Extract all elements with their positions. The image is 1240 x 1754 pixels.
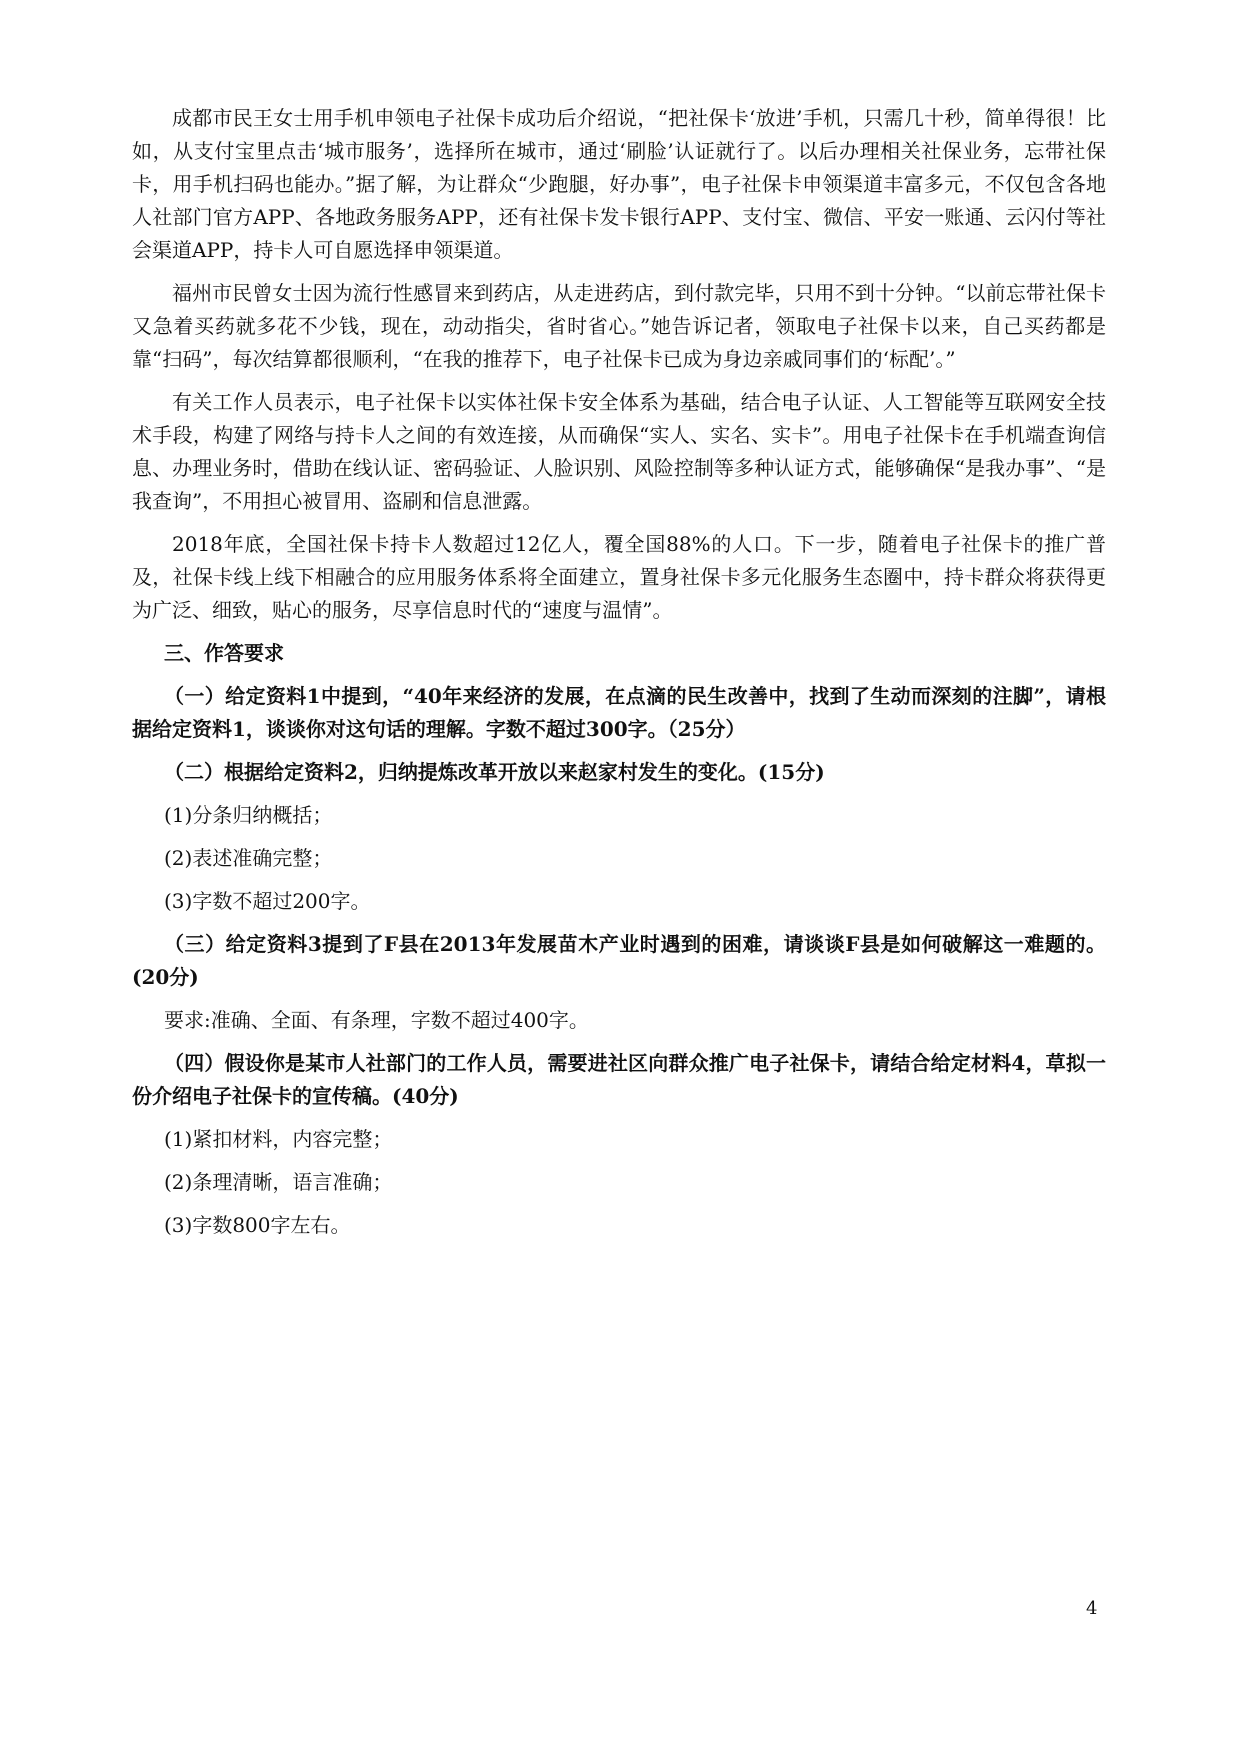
document-page [132,102,1106,1252]
material-paragraph-4: 2018年底，全国社保卡持卡人数超过12亿人，覆全国88%的人口。下一步，随着电子社保卡的推广普及，社保卡线上线下相融合的应用服务体系将全面建立，置身社保卡多元化服务生态圈中，持卡群众将获得更为广泛、细致，贴心的服务，尽享信息时代的“速度与温情”。 [132,532,1106,622]
material-paragraph-2: 福州市民曾女士因为流行性感冒来到药店，从走进药店，到付款完毕，只用不到十分钟。“以前忘带社保卡又急着买药就多花不少钱，现在，动动指尖，省时省心。”她告诉记者，领取电子社保卡以来，自己买药都是靠“扫码”，每次结算都很顺利，“在我的推荐下，电子社保卡已成为身边亲戚同事们的‘标配’。” [132,281,1106,371]
question-4-requirement-3: (3)字数800字左右。 [164,1213,351,1237]
question-4-requirement-2: (2)条理清晰，语言准确； [164,1170,393,1194]
material-paragraph-1: 成都市民王女士用手机申领电子社保卡成功后介绍说，“把社保卡‘放进’手机，只需几十秒，简单得很！比如，从支付宝里点击‘城市服务’，选择所在城市，通过‘刷脸’认证就行了。以后办理相关社保业务，忘带社保卡，用手机扫码也能办。”据了解，为让群众“少跑腿，好办事”，电子社保卡申领渠道丰富多元，不仅包含各地人社部门官方APP、各地政务服务APP，还有社保卡发卡银行APP、支付宝、微信、平安一账通、云闪付等社会渠道APP，持卡人可自愿选择申领渠道。 [132,106,1106,262]
page-number: 4 [1086,1598,1098,1619]
material-paragraph-3: 有关工作人员表示，电子社保卡以实体社保卡安全体系为基础，结合电子认证、人工智能等互联网安全技术手段，构建了网络与持卡人之间的有效连接，从而确保“实人、实名、实卡”。用电子社保卡在手机端查询信息、办理业务时，借助在线认证、密码验证、人脸识别、风险控制等多种认证方式，能够确保“是我办事”、“是我查询”，不用担心被冒用、盗刷和信息泄露。 [132,390,1106,513]
section-heading: 三、作答要求 [164,641,284,665]
question-4-requirement-1: (1)紧扣材料，内容完整； [164,1127,393,1151]
question-2-requirement-1: (1)分条归纳概括； [164,803,333,827]
question-3-requirement: 要求:准确、全面、有条理，字数不超过400字。 [164,1008,589,1032]
question-2: （二）根据给定资料2，归纳提炼改革开放以来赵家村发生的变化。(15分) [164,760,825,784]
question-4: （四）假设你是某市人社部门的工作人员，需要进社区向群众推广电子社保卡，请结合给定材料4，草拟一份介绍电子社保卡的宣传稿。(40分) [132,1051,1106,1108]
question-1: （一）给定资料1中提到，“40年来经济的发展，在点滴的民生改善中，找到了生动而深刻的注脚”，请根据给定资料1，谈谈你对这句话的理解。字数不超过300字。（25分） [132,684,1106,741]
question-3: （三）给定资料3提到了F县在2013年发展苗木产业时遇到的困难，请谈谈F县是如何破解这一难题的。(20分) [132,932,1106,989]
question-2-requirement-3: (3)字数不超过200字。 [164,889,371,913]
question-2-requirement-2: (2)表述准确完整； [164,846,333,870]
